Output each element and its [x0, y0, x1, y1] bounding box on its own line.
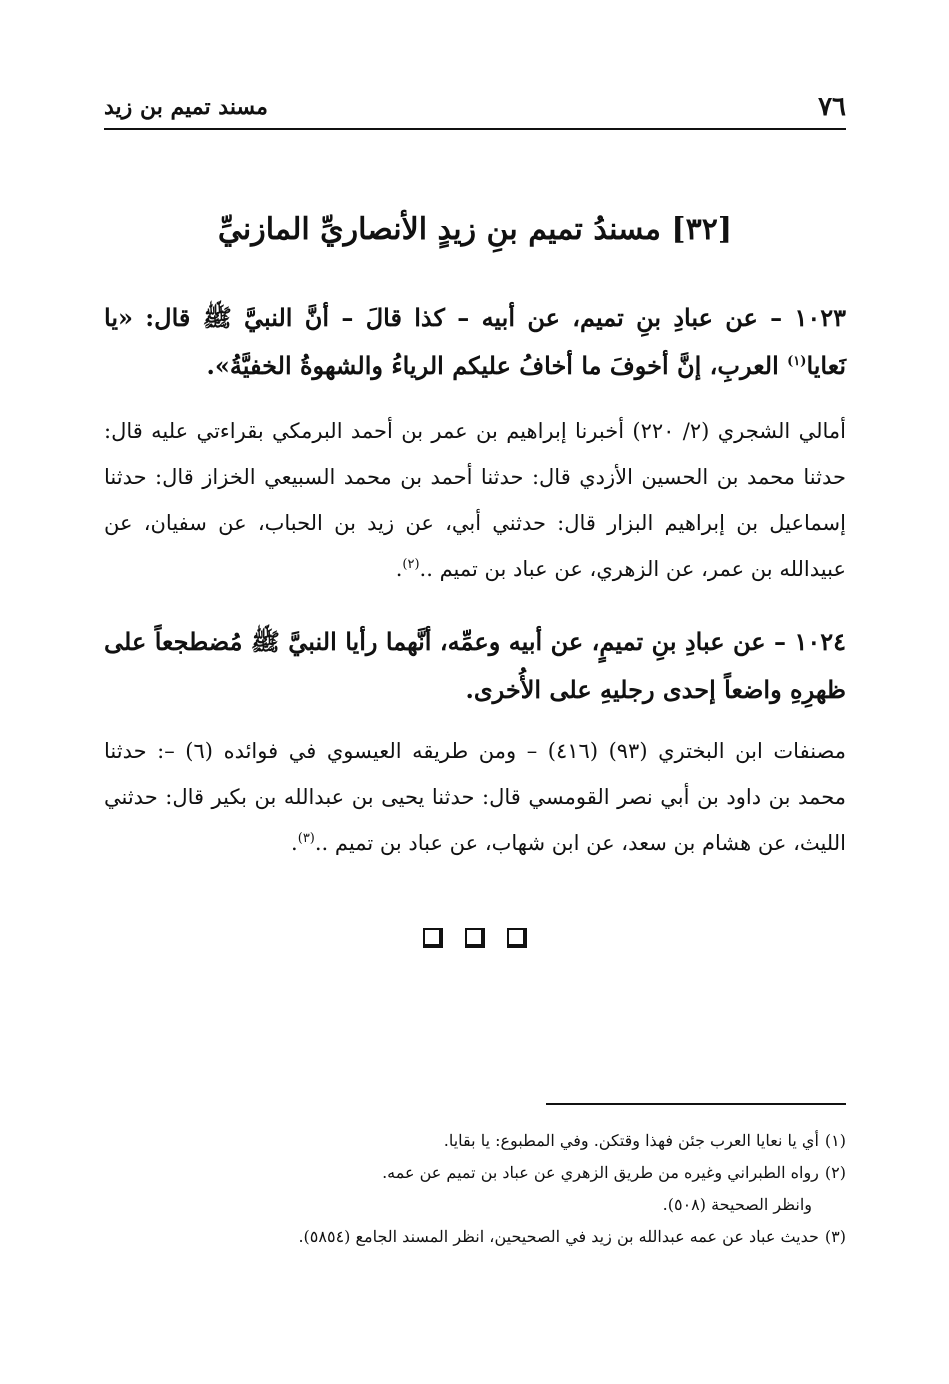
footnote-text: رواه الطبراني وغيره من طريق الزهري عن عباد بن تميم عن عمه. — [382, 1163, 819, 1182]
header-rule — [104, 128, 846, 130]
hadith-1023 — [104, 294, 846, 390]
hadith-text-cont: العربِ، إنَّ أخوفَ ما أخافُ عليكم الرياءُ والشهوةُ الخفيَّةُ». — [206, 351, 788, 380]
footnote-ref: (٣) — [297, 831, 315, 846]
source-text-end: . — [291, 831, 298, 855]
footnote-3 — [104, 1221, 846, 1253]
footnote-rule — [546, 1103, 846, 1105]
source-1023 — [104, 408, 846, 592]
running-title: مسند تميم بن زيد — [104, 94, 268, 120]
footnote-ref: (٢) — [402, 557, 420, 572]
source-1024 — [104, 728, 846, 866]
square-ornament-icon — [465, 928, 485, 948]
source-text-end: . — [395, 557, 403, 581]
section-separator — [0, 928, 949, 952]
source-text: أمالي الشجري (٢/ ٢٢٠) أخبرنا إبراهيم بن عمر بن أحمد البرمكي بقراءتي عليه قال: حدثنا محمد بن الحسين الأزدي قال: حدثنا أحمد بن محمد السبيعي الخزاز قال: حدثنا إسماعيل بن إبراهيم البزار قال: حدثني أبي، عن زيد بن الحباب، عن سفيان، عن عبيدالله بن عمر، عن الزهري، عن عباد بن تميم .. — [104, 419, 846, 581]
hadith-text: – عن عبادِ بنِ تميمٍ، عن أبيه وعمِّه، أنَّهما رأيا النبيَّ ﷺ مُضطجعاً على ظهرِهِ واضعاً إحدى رجليهِ على الأُخرى. — [104, 627, 846, 704]
page-number: ٧٦ — [818, 92, 846, 122]
hadith-text: – عن عبادِ بنِ تميم، عن أبيه – كذا قالَ – أنَّ النبيَّ ﷺ قال: «يا نَعايا — [104, 303, 846, 380]
source-text: مصنفات ابن البختري (٩٣) (٤١٦) – ومن طريقه العيسوي في فوائده (٦) –: حدثنا محمد بن داود بن أبي نصر القومسي قال: حدثنا يحيى بن عبدالله بن بكير قال: حدثني الليث، عن هشام بن سعد، عن ابن شهاب، عن عباد بن تميم .. — [104, 739, 847, 855]
hadith-number: ١٠٢٤ — [794, 627, 847, 656]
hadith-1024 — [104, 618, 846, 714]
running-head — [104, 92, 846, 128]
footnote-text: أي يا نعايا العرب جئن فهذا وقتكن. وفي المطبوع: يا بقايا. — [443, 1131, 819, 1150]
chapter-title: [٣٢] مسندُ تميم بنِ زيدٍ الأنصاريِّ المازنيِّ — [217, 212, 733, 247]
footnote-number: (١) — [824, 1131, 846, 1150]
footnote-number: (٣) — [824, 1227, 846, 1246]
footnote-2-continuation: وانظر الصحيحة (٥٠٨). — [662, 1195, 812, 1214]
square-ornament-icon — [507, 928, 527, 948]
footnote-ref: (١) — [787, 354, 807, 369]
square-ornament-icon — [423, 928, 443, 948]
footnote-1 — [104, 1125, 846, 1157]
footnote-number: (٢) — [824, 1163, 846, 1182]
footnotes — [104, 1125, 846, 1253]
footnote-2 — [104, 1157, 846, 1189]
footnote-text: حديث عباد عن عمه عبدالله بن زيد في الصحيحين، انظر المسند الجامع (٥٨٥٤). — [298, 1227, 819, 1246]
hadith-number: ١٠٢٣ — [794, 303, 846, 332]
